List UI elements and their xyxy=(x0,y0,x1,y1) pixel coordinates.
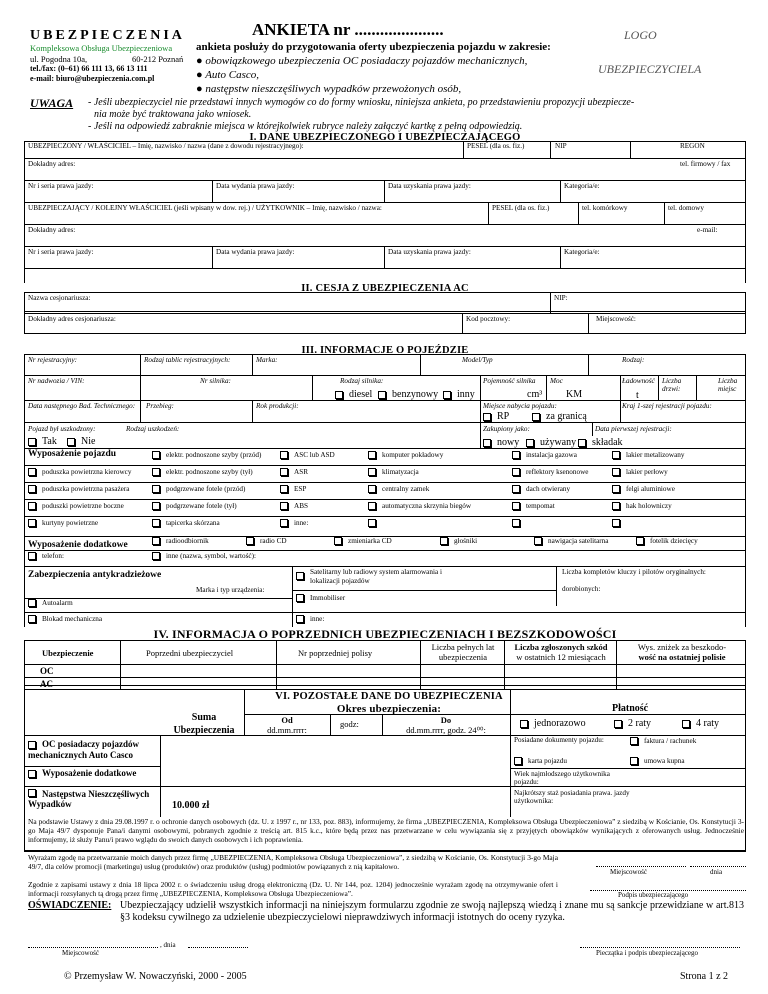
equipment-checkbox[interactable] xyxy=(512,468,520,476)
seats-label[interactable]: Liczba miejsc xyxy=(718,377,738,393)
city-label[interactable]: Miejscowość: xyxy=(596,315,636,323)
col-claims: Liczba zgłoszonych szkód w ostatnich 12 miesiącach xyxy=(514,642,608,662)
vehicle-docs-label: Posiadane dokumenty pojazdu: xyxy=(514,736,604,744)
equipment-checkbox[interactable] xyxy=(368,519,376,527)
nnw-checkbox[interactable] xyxy=(28,789,36,797)
address2-label[interactable]: Dokładny adres: xyxy=(28,226,76,234)
equipment-checkbox[interactable] xyxy=(152,468,160,476)
once-checkbox[interactable] xyxy=(520,720,528,728)
antitheft-brand-label[interactable]: Marka i typ urządzenia: xyxy=(196,586,265,594)
antitheft-immob[interactable]: Immobiliser xyxy=(296,594,345,603)
mileage-label[interactable]: Przebieg: xyxy=(146,402,174,410)
equipment-checkbox[interactable] xyxy=(280,468,288,476)
sig1-day[interactable]: dnia xyxy=(710,868,723,876)
vin-label[interactable]: Nr nadwozia / VIN: xyxy=(28,377,85,385)
equipment-label: ESP xyxy=(294,485,307,493)
engine-no-label[interactable]: Nr silnika: xyxy=(200,377,231,385)
equipment-option[interactable] xyxy=(368,502,471,511)
equipment-option[interactable] xyxy=(612,451,684,460)
section-3-title: III. INFORMACJE O POJEŹDZIE xyxy=(301,345,469,356)
equipment-label: poduszka powietrzna pasażera xyxy=(42,485,130,493)
license-issue-label[interactable]: Data wydania prawa jazdy: xyxy=(216,182,295,190)
equipment-checkbox[interactable] xyxy=(280,502,288,510)
bought-new[interactable]: nowy xyxy=(483,438,519,447)
equipment-checkbox[interactable] xyxy=(368,451,376,459)
damaged-no[interactable]: Nie xyxy=(67,437,95,446)
extra-eq-checkbox[interactable] xyxy=(28,770,36,778)
phone-checkbox[interactable] xyxy=(28,552,36,560)
alarm-checkbox[interactable] xyxy=(28,599,36,607)
legal-text-1: Na podstawie Ustawy z dnia 29.08.1997 r. o ochronie danych osobowych (dz. U. z 1997 r., nr 133, poz. 883), informujemy, że firma „UBEZPIECZENIA, Kompleksowa Obsługa Ubezpieczeniowa” z siedzibą w Kościanie, Os. Konstytucji 3-go Maja 49/7 dysponuje Pana/i danymi osobowymi, pobranych zgodnie z treścią art. 815 k.c., które będą przez nas przetwarzane w celu wywiązania się z przyjętych obowiązków wynikających z oferowanych usług. Jednocześnie informujemy, iż służy Panu/i prawo wglądu do swoich danych osobowych i ich poprawienia. xyxy=(28,817,744,844)
equipment-option[interactable] xyxy=(28,468,131,477)
equipment-label: instalacja gazowa xyxy=(526,451,577,459)
equipment-option[interactable] xyxy=(612,502,672,511)
equipment-label: podgrzewane fotele (tył) xyxy=(166,502,237,510)
equipment-title: Wyposażenie pojazdu xyxy=(28,449,117,459)
legal-text-2: Wyrażam zgodę na przetwarzanie moich danych przez firmę „UBEZPIECZENIA, Kompleksowa Obsługa Ubezpieczeniowa”, z siedzibą w Kościanie, Os. Konstytucji 3-go Maja 49/7, dla celów promocji (marketingu) usług (produktów) oraz produktów (usług) podmiotów powiązanych z nią kapitałowo. xyxy=(28,853,558,871)
statement-text: Ubezpieczający udzielił wszystkich informacji na niniejszym formularzu zgodnie ze swoją najlepszą wiedzą i znane mu są sankcje przewidziane w art.813 §3 kodeksu cywilnego za udzielenie ubezpieczycielowi nieprawdziwych informacji istotnych do oceny ryzyka. xyxy=(120,900,744,923)
equipment-label: inne: xyxy=(294,519,309,527)
company-email: e-mail: biuro@ubezpieczenia.com.pl xyxy=(30,74,155,83)
warning-text: - Jeśli ubezpieczyciel nie przedstawi innych wymogów co do formy wniosku, niniejsza ankieta, po przedstawieniu propozycji ubezpiecze- nia może być traktowana jako wniosek. - Jeśli na odpowiedź zabraknie miejsca w którejkolwiek rubryce należy załączyć kartkę z pełną odpowiedzią. xyxy=(88,97,635,132)
sig2-place[interactable]: Miejscowość xyxy=(62,949,99,957)
extra-phone[interactable]: telefon: xyxy=(28,552,64,561)
keys-copies-label[interactable]: dorobionych: xyxy=(562,585,601,593)
equipment-checkbox[interactable] xyxy=(28,519,36,527)
antitheft-lock[interactable]: Blokad mechaniczna xyxy=(28,615,102,624)
equipment-label: tempomat xyxy=(526,502,555,510)
sum-insured-title: Suma Ubezpieczenia xyxy=(173,712,235,736)
two-checkbox[interactable] xyxy=(614,720,622,728)
equipment-checkbox[interactable] xyxy=(368,468,376,476)
equipment-label: ASC lub ASD xyxy=(294,451,335,459)
company-address: ul. Pogodna 10a, xyxy=(30,54,88,64)
sat-checkbox[interactable] xyxy=(296,572,304,580)
assignee-name-label[interactable]: Nazwa cesjonariusza: xyxy=(28,294,91,302)
make-label[interactable]: Marka: xyxy=(256,356,278,364)
license-label[interactable]: Nr i seria prawa jazdy: xyxy=(28,182,94,190)
payment-once[interactable]: jednorazowo xyxy=(520,719,586,728)
grid-line xyxy=(24,516,746,517)
oc-ac-option[interactable]: OC posiadaczy pojazdów mechanicznych Auto Casco xyxy=(28,739,140,760)
engine-diesel[interactable]: diesel xyxy=(335,390,372,399)
col-years: Liczba pełnych lat ubezpieczenia xyxy=(431,642,495,662)
equipment-option[interactable] xyxy=(280,468,308,477)
assignee-nip-label[interactable]: NIP: xyxy=(554,294,568,302)
payment-title: Płatność xyxy=(612,703,649,714)
equipment-option[interactable] xyxy=(512,519,526,528)
power-label[interactable]: Moc xyxy=(550,377,563,385)
first-reg-country-label[interactable]: Kraj 1-szej rejestracji pojazdu: xyxy=(622,402,712,410)
extra-speakers[interactable]: głośniki xyxy=(440,537,477,546)
nnw-option[interactable]: Następstwa Nieszczęśliwych Wypadków xyxy=(28,789,150,809)
antitheft-other[interactable]: inne: xyxy=(296,615,324,624)
lock-checkbox[interactable] xyxy=(28,615,36,623)
parts-checkbox[interactable] xyxy=(578,439,586,447)
regon-label[interactable]: REGON xyxy=(680,142,705,150)
mobile-label[interactable]: tel. komórkowy xyxy=(582,204,628,212)
reg-number-label[interactable]: Nr rejestracyjny: xyxy=(28,356,78,364)
equipment-option[interactable] xyxy=(512,502,555,511)
col-insurance: Ubezpieczenie xyxy=(42,648,94,658)
section-1-title: I. DANE UBEZPIECZONEGO I UBEZPIECZAJĄCEGO xyxy=(249,132,521,143)
equipment-option[interactable] xyxy=(612,468,668,477)
purchase-rp[interactable]: RP xyxy=(483,412,509,421)
year-label[interactable]: Rok produkcji: xyxy=(256,402,299,410)
equipment-checkbox[interactable] xyxy=(612,519,620,527)
home-phone-label[interactable]: tel. domowy xyxy=(668,204,704,212)
company-phone: tel./fax: (0–61) 66 111 13, 66 13 111 xyxy=(30,64,148,73)
equipment-option[interactable] xyxy=(152,468,253,477)
equipment-option[interactable] xyxy=(152,502,237,511)
sig2-day[interactable]: , dnia xyxy=(160,941,176,949)
equipment-label: felgi aluminiowe xyxy=(626,485,675,493)
equipment-label: poduszka powietrzna kierowcy xyxy=(42,468,132,476)
equipment-label: kurtyny powietrzne xyxy=(42,519,99,527)
assignee-address-label[interactable]: Dokładny adres cesjonariusza: xyxy=(28,315,116,323)
ton-unit: t xyxy=(636,390,639,401)
grid-line xyxy=(24,482,746,483)
other-antitheft-checkbox[interactable] xyxy=(296,615,304,623)
damaged-no-checkbox[interactable] xyxy=(67,438,75,446)
equipment-label: hak holowniczy xyxy=(626,502,672,510)
equipment-checkbox[interactable] xyxy=(28,502,36,510)
doors-label[interactable]: Liczba drzwi: xyxy=(662,377,682,393)
company-name: UBEZPIECZENIA xyxy=(30,28,185,43)
section-6-title: VI. POZOSTAŁE DANE DO UBEZPIECZENIA xyxy=(275,691,503,702)
extra-equipment-option[interactable]: Wyposażenie dodatkowe xyxy=(28,769,136,778)
used-checkbox[interactable] xyxy=(526,439,534,447)
equipment-option[interactable] xyxy=(368,485,429,494)
equipment-checkbox[interactable] xyxy=(612,502,620,510)
damaged-yes[interactable]: Tak xyxy=(28,437,57,446)
equipment-checkbox[interactable] xyxy=(280,485,288,493)
oc-ac-checkbox[interactable] xyxy=(28,741,36,749)
owner-label[interactable]: UBEZPIECZONY / WŁAŚCICIEL – Imię, nazwisko / nazwa (dane z dowodu rejestracyjnego): xyxy=(28,142,304,150)
pesel2-label[interactable]: PESEL (dla os. fiz.) xyxy=(492,204,550,212)
email-label[interactable]: e-mail: xyxy=(697,226,718,234)
equipment-checkbox[interactable] xyxy=(612,451,620,459)
footer-copyright: © Przemysław W. Nowaczyński, 2000 - 2005 xyxy=(64,971,247,982)
damages-label[interactable]: Rodzaj uszkodzeń: xyxy=(126,425,180,433)
firm-phone-label[interactable]: tel. firmowy / fax xyxy=(680,160,731,168)
equipment-label: komputer pokładowy xyxy=(382,451,444,459)
equipment-label: lakier perłowy xyxy=(626,468,668,476)
doc-invoice[interactable]: faktura / rachunek xyxy=(630,737,696,746)
vehicle-type-label[interactable]: Rodzaj: xyxy=(622,356,645,364)
nav-checkbox[interactable] xyxy=(534,537,542,545)
col-discount: Wys. zniżek za beszkodo- wość na ostatniej polisie xyxy=(637,642,727,662)
equipment-label: dach otwierany xyxy=(526,485,571,493)
plates-label[interactable]: Rodzaj tablic rejestracyjnych: xyxy=(144,356,231,364)
equipment-option[interactable] xyxy=(152,451,261,460)
bought-parts[interactable]: składak xyxy=(578,438,623,447)
equipment-checkbox[interactable] xyxy=(28,468,36,476)
period-from[interactable]: Od dd.mm.rrrr: xyxy=(267,715,307,735)
statement-label: OŚWIADCZENIE: xyxy=(28,900,112,911)
equipment-checkbox[interactable] xyxy=(612,485,620,493)
bought-label[interactable]: Zakupiony jako: xyxy=(483,425,530,433)
capacity-label[interactable]: Pojemność silnika xyxy=(483,377,536,385)
experience-label: Najkrótszy staż posiadania prawa. jazdy użytkownika: xyxy=(514,789,630,805)
keys-label[interactable]: Liczba kompletów kluczy i pilotów oryginalnych: xyxy=(562,568,706,576)
engine-petrol[interactable]: benzynowy xyxy=(378,390,438,399)
doc-contract[interactable]: umowa kupna xyxy=(630,757,685,766)
model-label[interactable]: Model/Typ xyxy=(462,356,493,364)
nnw-sum: 10.000 zł xyxy=(172,800,210,811)
equipment-label: elektr. podnoszone szyby (przód) xyxy=(166,451,262,459)
petrol-checkbox[interactable] xyxy=(378,391,386,399)
engine-type-label[interactable]: Rodzaj silnika: xyxy=(340,377,384,385)
equipment-option[interactable] xyxy=(28,485,129,494)
equipment-checkbox[interactable] xyxy=(368,502,376,510)
equipment-label: klimatyzacja xyxy=(382,468,419,476)
purchase-place-label[interactable]: Miejsce nabycia pojazdu: xyxy=(483,402,557,410)
extra-radiocd[interactable]: radio CD xyxy=(246,537,287,546)
scope-item-3: ● następstw nieszczęśliwych wypadków przewożonych osób, xyxy=(196,83,462,95)
equipment-label: tapicerka skórzana xyxy=(166,519,220,527)
extra-childseat[interactable]: fotelik dziecięcy xyxy=(636,537,698,546)
abroad-checkbox[interactable] xyxy=(532,413,540,421)
license-obtain-label[interactable]: Data uzyskania prawa jazdy: xyxy=(388,182,471,190)
footer-page: Strona 1 z 2 xyxy=(680,971,729,982)
equipment-option[interactable] xyxy=(28,502,124,511)
category-label[interactable]: Kategoria/e: xyxy=(564,182,600,190)
radio-checkbox[interactable] xyxy=(152,537,160,545)
equipment-option[interactable] xyxy=(512,485,570,494)
payment-two[interactable]: 2 raty xyxy=(614,719,651,728)
period-hour[interactable]: godz: xyxy=(340,719,359,729)
equipment-label: automatyczna skrzynia biegów xyxy=(382,502,472,510)
extra-changer[interactable]: zmieniarka CD xyxy=(334,537,392,546)
category2-label[interactable]: Kategoria/e: xyxy=(564,248,600,256)
inspection-label[interactable]: Data następnego Bad. Technicznego: xyxy=(28,402,136,410)
equipment-label: elektr. podnoszone szyby (tył) xyxy=(166,468,253,476)
diesel-checkbox[interactable] xyxy=(335,391,343,399)
equipment-option[interactable] xyxy=(612,485,675,494)
equipment-option[interactable] xyxy=(28,519,98,528)
extra-other[interactable]: inne (nazwa, symbol, wartość): xyxy=(152,552,256,561)
purchase-abroad[interactable]: za granicą xyxy=(532,412,587,421)
grid-line xyxy=(24,499,746,500)
logo-insurer: UBEZPIECZYCIELA xyxy=(598,62,702,76)
equipment-option[interactable] xyxy=(280,502,308,511)
form-title: ANKIETA nr ..................... xyxy=(252,20,444,39)
equipment-option[interactable] xyxy=(368,519,382,528)
rp-checkbox[interactable] xyxy=(483,413,491,421)
immob-checkbox[interactable] xyxy=(296,594,304,602)
equipment-label: ASR xyxy=(294,468,308,476)
equipment-checkbox[interactable] xyxy=(368,485,376,493)
youngest-label: Wiek najmłodszego użytkownika pojazdu: xyxy=(514,770,610,786)
doc-card[interactable]: karta pojazdu xyxy=(514,757,567,766)
equipment-label: ABS xyxy=(294,502,308,510)
km-unit: KM xyxy=(566,389,583,400)
address-label[interactable]: Dokładny adres: xyxy=(28,160,76,168)
equipment-label: poduszki powietrzne boczne xyxy=(42,502,124,510)
form-intro: ankieta posłuży do przygotowania oferty ubezpieczenia pojazdu w zakresie: xyxy=(196,41,551,53)
equipment-option[interactable] xyxy=(512,451,577,460)
equipment-option[interactable] xyxy=(152,485,245,494)
equipment-checkbox[interactable] xyxy=(280,451,288,459)
equipment-option[interactable] xyxy=(512,468,588,477)
sig1-sign[interactable]: Podpis ubezpieczającego xyxy=(618,891,689,899)
equipment-checkbox[interactable] xyxy=(152,451,160,459)
company-subtitle: Kompleksowa Obsługa Ubezpieczeniowa xyxy=(30,43,173,53)
equipment-checkbox[interactable] xyxy=(280,519,288,527)
equipment-option[interactable] xyxy=(280,485,306,494)
section-4-title: IV. INFORMACJA O POPRZEDNICH UBEZPIECZENIACH I BEZSZKODOWOŚCI xyxy=(24,627,746,642)
changer-checkbox[interactable] xyxy=(334,537,342,545)
equipment-option[interactable] xyxy=(280,519,308,528)
insurer-label[interactable]: UBEZPIECZAJĄCY / KOLEJNY WŁAŚCICIEL (jeśli wpisany w dow. rej.) / UŻYTKOWNIK – Imię, nazwisko / nazwa: xyxy=(28,204,382,212)
col-prev-insurer: Poprzedni ubezpieczyciel xyxy=(146,648,234,658)
four-checkbox[interactable] xyxy=(682,720,690,728)
antitheft-sat[interactable]: Satelitarny lub radiowy system alarmowania i lokalizacji pojazdów xyxy=(296,568,456,586)
antitheft-title: Zabezpieczenia antykradzieżowe xyxy=(28,570,162,580)
equipment-option[interactable] xyxy=(368,451,443,460)
damaged-label[interactable]: Pojazd był uszkodzony: xyxy=(28,425,96,433)
load-label[interactable]: Ładowność xyxy=(622,377,655,385)
row-oc: OC xyxy=(40,666,54,676)
cm3-unit: cm³ xyxy=(527,389,543,400)
equipment-checkbox[interactable] xyxy=(152,502,160,510)
section-2-title: II. CESJA Z UBEZPIECZENIA AC xyxy=(24,283,746,294)
payment-four[interactable]: 4 raty xyxy=(682,719,719,728)
legal-text-3: Zgodnie z zapisami ustawy z dnia 18 lipca 2002 r. o świadczeniu usług drogą elektroniczną (Dz. U. Nr 144, poz. 1204) jednocześnie wyrażam zgodę na otrzymywanie ofert i informacji rozsyłanych tą drogą przez firmę „UBEZPIECZENIA, Kompleksowa Obsługa Ubezpieczeniowa”. xyxy=(28,880,558,898)
period-to[interactable]: Do dd.mm.rrrr, godz. 24⁰⁰: xyxy=(406,715,486,735)
equipment-checkbox[interactable] xyxy=(512,451,520,459)
postal-code-label[interactable]: Kod pocztowy: xyxy=(466,315,511,323)
row-ac: AC xyxy=(40,679,53,689)
childseat-checkbox[interactable] xyxy=(636,537,644,545)
equipment-option[interactable] xyxy=(368,468,419,477)
equipment-checkbox[interactable] xyxy=(152,485,160,493)
extra-radio[interactable]: radioodbiornik xyxy=(152,537,209,546)
logo-placeholder: LOGO xyxy=(624,28,657,42)
equipment-checkbox[interactable] xyxy=(512,502,520,510)
equipment-checkbox[interactable] xyxy=(512,485,520,493)
extra-nav[interactable]: nawigacja satelitarna xyxy=(534,537,608,546)
grid-line xyxy=(24,465,746,466)
card-checkbox[interactable] xyxy=(514,757,522,765)
period-title: Okres ubezpieczenia: xyxy=(336,703,442,715)
bought-used[interactable]: używany xyxy=(526,438,576,447)
col-prev-policy: Nr poprzedniej polisy xyxy=(298,648,373,658)
equipment-option[interactable] xyxy=(152,519,220,528)
equipment-checkbox[interactable] xyxy=(28,485,36,493)
antitheft-alarm[interactable]: Autoalarm xyxy=(28,599,73,608)
equipment-label: reflektory ksenonowe xyxy=(526,468,589,476)
equipment-option[interactable] xyxy=(280,451,335,460)
equipment-label: lakier metalizowany xyxy=(626,451,685,459)
equipment-label: podgrzewane fotele (przód) xyxy=(166,485,246,493)
pesel-label[interactable]: PESEL (dla os. fiz.) xyxy=(467,142,525,150)
equipment-checkbox[interactable] xyxy=(512,519,520,527)
company-city: 60-212 Poznań xyxy=(132,54,184,64)
equipment-checkbox[interactable] xyxy=(612,468,620,476)
other-engine-checkbox[interactable] xyxy=(443,391,451,399)
equipment-option[interactable] xyxy=(612,519,626,528)
invoice-checkbox[interactable] xyxy=(630,737,638,745)
license2-issue-label[interactable]: Data wydania prawa jazdy: xyxy=(216,248,295,256)
speakers-checkbox[interactable] xyxy=(440,537,448,545)
scope-item-1: ● obowiązkowego ubezpieczenia OC posiadaczy pojazdów mechanicznych, xyxy=(196,55,528,67)
sig2-stamp[interactable]: Pieczątka i podpis ubezpieczającego xyxy=(596,949,699,957)
nip-label[interactable]: NIP xyxy=(555,142,567,150)
license2-label[interactable]: Nr i seria prawa jazdy: xyxy=(28,248,94,256)
extra-equipment-title: Wyposażenie dodatkowe xyxy=(28,540,128,550)
damaged-yes-checkbox[interactable] xyxy=(28,438,36,446)
equipment-checkbox[interactable] xyxy=(152,519,160,527)
first-reg-date-label[interactable]: Data pierwszej rejestracji: xyxy=(595,425,672,433)
contract-checkbox[interactable] xyxy=(630,757,638,765)
other-equipment-checkbox[interactable] xyxy=(152,552,160,560)
equipment-label: centralny zamek xyxy=(382,485,430,493)
engine-other[interactable]: inny xyxy=(443,390,475,399)
license2-obtain-label[interactable]: Data uzyskania prawa jazdy: xyxy=(388,248,471,256)
sig1-place[interactable]: Miejscowość xyxy=(610,868,647,876)
scope-item-2: ● Auto Casco, xyxy=(196,69,259,81)
warning-label: UWAGA xyxy=(30,96,74,110)
radiocd-checkbox[interactable] xyxy=(246,537,254,545)
new-checkbox[interactable] xyxy=(483,439,491,447)
